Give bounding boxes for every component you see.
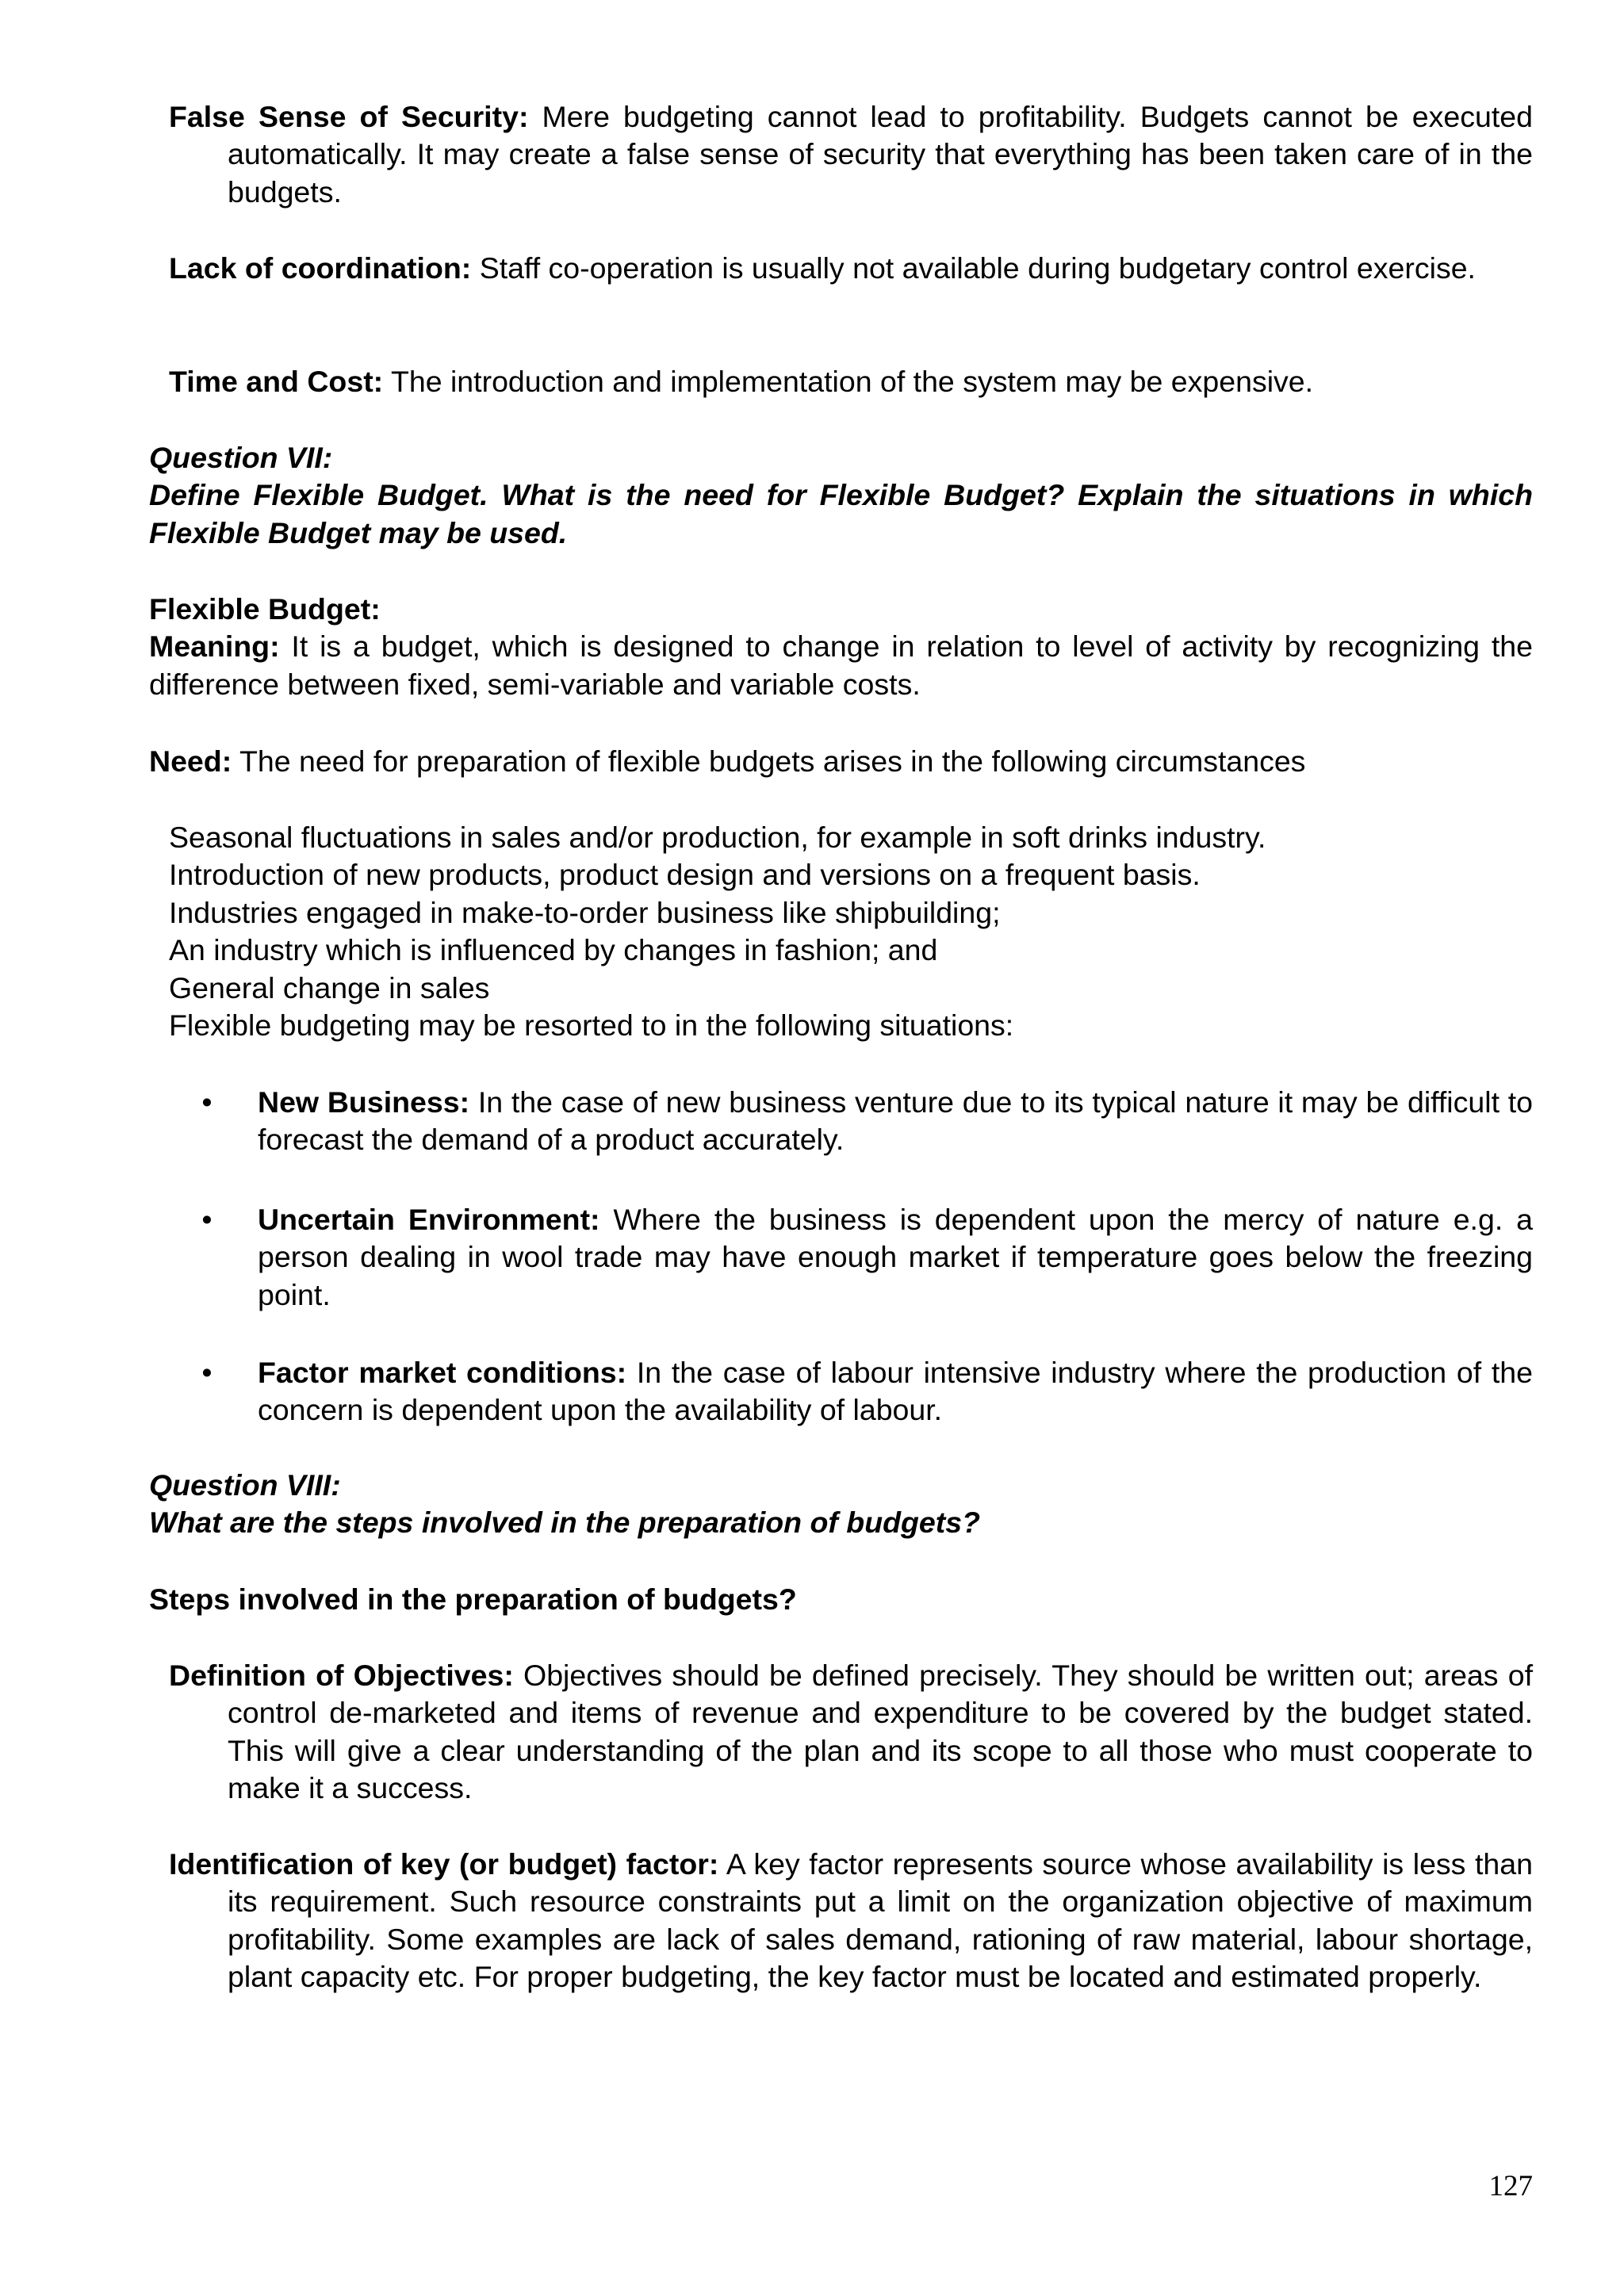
time-and-cost-paragraph: [169, 363, 1533, 400]
circumstance-item: Introduction of new products, product design and versions on a frequent basis.: [169, 858, 1201, 892]
situation-uncertain-environment-text-block: [258, 1201, 1533, 1314]
need-text: The need for preparation of flexible budgets arises in the following circumstances: [239, 744, 1306, 778]
need-term: Need:: [149, 744, 232, 778]
definition-of-objectives-term: Definition of Objectives:: [169, 1659, 514, 1692]
false-sense-of-security-term: False Sense of Security:: [169, 100, 529, 133]
situation-term: Uncertain Environment:: [258, 1203, 600, 1236]
lack-of-coordination-text: Staff co-operation is usually not available during budgetary control exercise.: [479, 251, 1476, 285]
situation-term: New Business:: [258, 1085, 470, 1119]
situation-text: Where the business is dependent upon the mercy of nature e.g. a person dealing in wool trade may have enough market if temperature goes below the freezing point.: [258, 1203, 1534, 1311]
bullet-icon: •: [201, 1085, 213, 1119]
question-eight-text: What are the steps involved in the preparation of budgets?: [149, 1506, 981, 1540]
question-eight-label: Question VIII:: [149, 1468, 341, 1502]
definition-of-objectives-paragraph: [169, 1657, 1533, 1808]
situation-new-business-text-block: [258, 1084, 1533, 1159]
question-seven-text: Define Flexible Budget. What is the need for Flexible Budget? Explain the situations in which Flexible Budget may be used.: [149, 478, 1533, 549]
circumstance-item: Industries engaged in make-to-order business like shipbuilding;: [169, 895, 1001, 929]
lack-of-coordination-paragraph: [169, 250, 1533, 287]
time-and-cost-term: Time and Cost:: [169, 365, 384, 398]
situations-intro: Flexible budgeting may be resorted to in the following situations:: [169, 1008, 1014, 1043]
meaning-text: It is a budget, which is designed to change in relation to level of activity by recognizing the difference between fixed, semi-variable and variable costs.: [149, 629, 1533, 701]
circumstances-list: [169, 819, 1533, 1044]
definition-of-objectives-text: Objectives should be defined precisely. They should be written out; areas of control de-marketed and items of revenue and expenditure to be covered by the budget stated. This will give a clear understanding of the plan and its scope to all those who must cooperate to make it a success.: [228, 1659, 1533, 1805]
need-paragraph: [149, 743, 1533, 780]
question-eight: [149, 1467, 1533, 1542]
time-and-cost-text: The introduction and implementation of the system may be expensive.: [390, 365, 1314, 398]
page-number: 127: [1488, 2170, 1533, 2202]
flexible-budget-meaning: [149, 591, 1533, 703]
meaning-term: Meaning:: [149, 629, 280, 664]
bullet-icon: •: [201, 1356, 213, 1389]
circumstance-item: Seasonal fluctuations in sales and/or production, for example in soft drinks industry.: [169, 821, 1266, 854]
steps-heading: Steps involved in the preparation of budgets?: [149, 1582, 797, 1616]
situation-factor-market-text-block: [258, 1354, 1533, 1429]
circumstance-item: General change in sales: [169, 970, 490, 1004]
flexible-budget-heading: Flexible Budget:: [149, 592, 381, 626]
situation-text: In the case of labour intensive industry where the production of the concern is dependent upon the availability of labour.: [258, 1356, 1534, 1427]
false-sense-of-security-paragraph: [169, 98, 1533, 211]
bullet-icon: •: [201, 1203, 213, 1236]
false-sense-of-security-text: Mere budgeting cannot lead to profitability. Budgets cannot be executed automatically. It may create a false sense of security that everything has been taken care of in the budgets.: [228, 100, 1533, 209]
situation-text: In the case of new business venture due to its typical nature it may be difficult to forecast the demand of a product accurately.: [258, 1085, 1534, 1157]
key-factor-term: Identification of key (or budget) factor:: [169, 1847, 719, 1881]
lack-of-coordination-term: Lack of coordination:: [169, 251, 472, 285]
situation-term: Factor market conditions:: [258, 1356, 627, 1389]
key-factor-text: A key factor represents source whose availability is less than its requirement. Such resource constraints put a limit on the organization objective of maximum profitability. Some examples are lack of sales demand, rationing of raw material, labour shortage, plant capacity etc. For proper budgeting, the key factor must be located and estimated properly.: [228, 1847, 1533, 1994]
question-seven: [149, 439, 1533, 552]
question-seven-label: Question VII:: [149, 441, 333, 474]
circumstance-item: An industry which is influenced by changes in fashion; and: [169, 933, 938, 967]
key-factor-paragraph: [169, 1846, 1533, 1996]
